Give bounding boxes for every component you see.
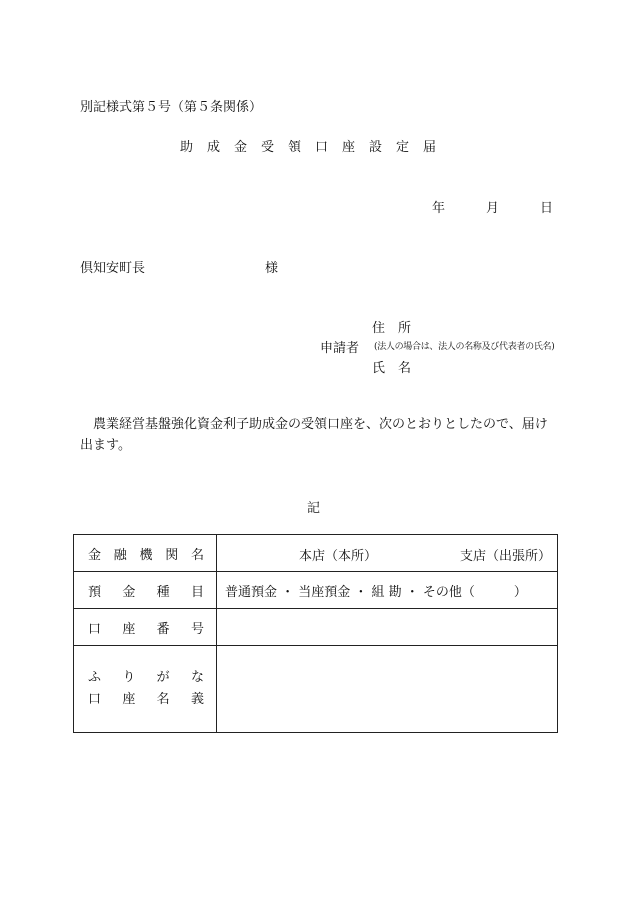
- label-char: 号: [190, 621, 204, 637]
- account-holder-label: [74, 646, 217, 733]
- account-number-field[interactable]: [217, 609, 558, 646]
- label-char: 金: [88, 547, 102, 563]
- label-char: 預: [88, 584, 102, 600]
- title-char: 座: [342, 140, 356, 155]
- account-holder-field[interactable]: [217, 646, 558, 733]
- label-char: り: [122, 670, 136, 685]
- table-row: [74, 535, 558, 572]
- label-char: 名: [156, 692, 170, 707]
- body-text: 農業経営基盤強化資金利子助成金の受領口座を、次のとおりとしたので、届け出ます。: [80, 417, 548, 453]
- name-label: 氏 名: [372, 361, 412, 376]
- label-char: 種: [156, 584, 170, 600]
- title-char: 助: [180, 140, 194, 155]
- label-char: 融: [113, 547, 127, 563]
- financial-institution-field[interactable]: [217, 535, 558, 572]
- label-char: 座: [122, 692, 136, 707]
- label-char: 機: [139, 547, 153, 563]
- title-char: 受: [261, 140, 275, 155]
- label-char: が: [156, 670, 170, 685]
- honorific: 様: [265, 261, 279, 276]
- applicant-note: (法人の場合は、法人の名称及び代表者の氏名): [374, 342, 555, 352]
- label-char: ふ: [88, 670, 102, 685]
- label-char: 名: [190, 547, 204, 563]
- date-month-label: 月: [486, 201, 500, 216]
- document-title: [180, 136, 450, 155]
- label-char: 番: [156, 621, 170, 637]
- table-row: [74, 572, 558, 609]
- applicant-label: 申請者: [320, 341, 360, 356]
- table-row: [74, 646, 558, 733]
- branch-label: 支店（出張所）: [460, 549, 552, 564]
- label-char: 口: [88, 621, 102, 637]
- head-office-label: 本店（本所）: [299, 549, 378, 564]
- label-char: な: [190, 670, 204, 685]
- title-char: 成: [207, 140, 221, 155]
- label-char: 金: [122, 584, 136, 600]
- label-char: 義: [190, 692, 204, 707]
- date-year-label: 年: [432, 201, 446, 216]
- table-row: [74, 609, 558, 646]
- title-char: 設: [369, 140, 383, 155]
- label-char: 関: [165, 547, 179, 563]
- label-char: 目: [190, 584, 204, 600]
- title-char: 口: [315, 140, 329, 155]
- address-label: 住 所: [372, 321, 412, 336]
- ki-heading: 記: [307, 501, 321, 516]
- deposit-type-label: [74, 572, 217, 609]
- label-char: 口: [88, 692, 102, 707]
- deposit-type-options[interactable]: 普通預金 ・ 当座預金 ・ 組 勘 ・ その他（ ）: [217, 572, 558, 609]
- title-char: 届: [423, 140, 437, 155]
- financial-institution-label: [74, 535, 217, 572]
- account-number-label: [74, 609, 217, 646]
- title-char: 定: [396, 140, 410, 155]
- title-char: 金: [234, 140, 248, 155]
- title-char: 領: [288, 140, 302, 155]
- form-number: 別記様式第５号（第５条関係）: [80, 100, 263, 115]
- date-day-label: 日: [540, 201, 554, 216]
- label-char: 座: [122, 621, 136, 637]
- account-table: [73, 534, 558, 733]
- addressee: 倶知安町長: [80, 261, 146, 276]
